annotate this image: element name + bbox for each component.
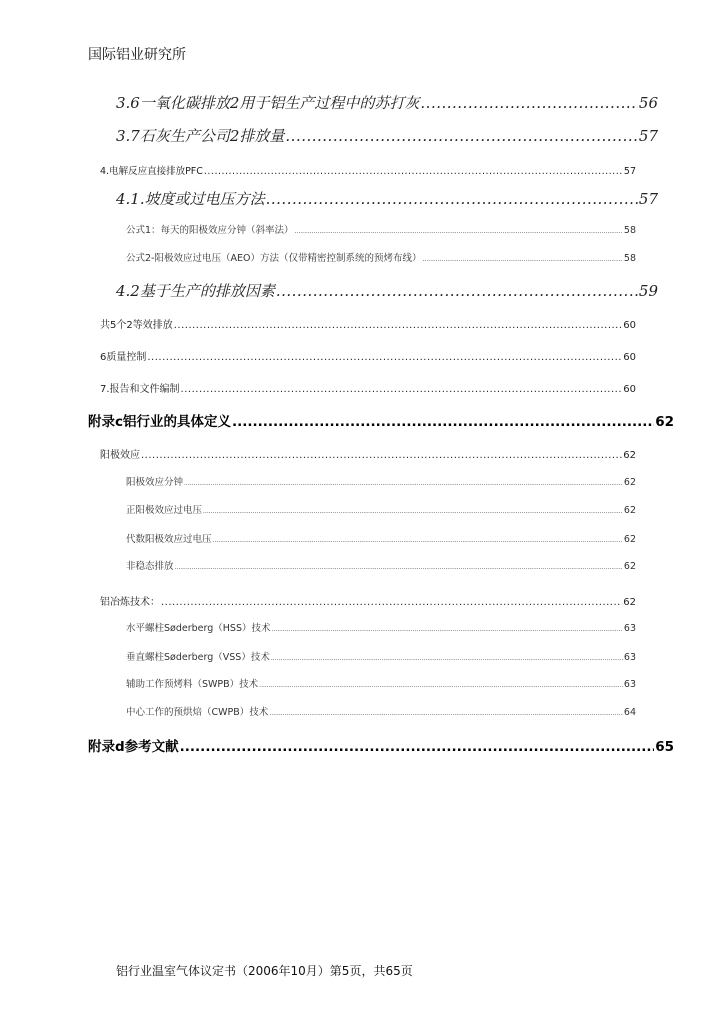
toc-entry[interactable] — [126, 502, 636, 516]
toc-entry-label: 附录c铝行业的具体定义 — [88, 414, 232, 430]
toc-entry-page: 63 — [623, 623, 636, 634]
toc-leader-dots — [422, 253, 622, 264]
toc-entry[interactable] — [126, 676, 636, 690]
toc-leader-dots — [161, 597, 622, 608]
toc-entry-label: 代数阳极效应过电压 — [126, 534, 212, 545]
toc-entry-page: 58 — [623, 253, 636, 264]
toc-leader-dots — [203, 505, 623, 516]
toc-entry-label: 公式1：每天的阳极效应分钟（斜率法） — [126, 225, 294, 236]
toc-leader-dots — [147, 352, 622, 363]
toc-leader-dots — [420, 94, 638, 112]
toc-entry[interactable] — [100, 446, 636, 461]
toc-leader-dots — [174, 320, 623, 331]
toc-entry[interactable] — [126, 531, 636, 545]
toc-entry-page: 60 — [623, 384, 636, 395]
toc-leader-dots — [180, 739, 655, 755]
toc-leader-dots — [269, 707, 623, 718]
toc-entry[interactable] — [88, 735, 674, 755]
toc-entry[interactable] — [100, 163, 636, 177]
toc-entry[interactable] — [88, 410, 674, 430]
toc-entry-page: 60 — [623, 352, 636, 363]
toc-entry-page: 63 — [623, 679, 636, 690]
toc-entry[interactable] — [116, 125, 658, 146]
toc-entry-label: 阳极效应 — [100, 450, 140, 461]
toc-entry-page: 62 — [623, 505, 636, 516]
toc-entry-label: 辅助工作预烤料（SWPB）技术 — [126, 679, 259, 690]
toc-leader-dots — [271, 652, 623, 663]
toc-entry-label: 阳极效应分钟 — [126, 477, 184, 488]
toc-entry-label: 水平螺柱Søderberg（HSS）技术 — [126, 623, 271, 634]
toc-entry-label: 7.报告和文件编制 — [100, 384, 180, 395]
toc-entry[interactable] — [100, 316, 636, 331]
toc-entry-label: 垂直螺柱Søderberg（VSS）技术 — [126, 652, 270, 663]
toc-entry-page: 62 — [623, 597, 636, 608]
toc-entry-label: 4.电解反应直接排放PFC — [100, 166, 203, 177]
toc-entry-label: 4.1.坡度或过电压方法 — [116, 190, 265, 208]
toc-entry-page: 63 — [623, 652, 636, 663]
toc-entry[interactable] — [126, 649, 636, 663]
toc-entry[interactable] — [100, 593, 636, 608]
toc-entry-page: 57 — [623, 166, 636, 177]
toc-leader-dots — [204, 166, 623, 177]
toc-entry[interactable] — [126, 558, 636, 572]
toc-entry-page: 62 — [623, 561, 636, 572]
page-header: 国际铝业研究所 — [88, 47, 186, 63]
toc-entry-label: 3.7石灰生产公司2排放量 — [116, 127, 285, 145]
toc-entry-page: 56 — [638, 94, 658, 112]
toc-leader-dots — [259, 679, 623, 690]
toc-entry-label: 公式2-阳极效应过电压（AEO）方法（仅带精密控制系统的预烤布线） — [126, 253, 422, 264]
toc-leader-dots — [266, 190, 638, 208]
toc-entry-label: 6质量控制 — [100, 352, 147, 363]
toc-leader-dots — [295, 225, 623, 236]
toc-entry-label: 附录d参考文献 — [88, 739, 179, 755]
toc-entry[interactable] — [126, 474, 636, 488]
toc-entry-page: 58 — [623, 225, 636, 236]
toc-entry-page: 62 — [623, 450, 636, 461]
toc-entry-label: 非稳态排放 — [126, 561, 174, 572]
toc-entry[interactable] — [100, 348, 636, 363]
toc-entry[interactable] — [126, 620, 636, 634]
toc-entry-page: 62 — [655, 414, 674, 430]
toc-leader-dots — [276, 282, 638, 300]
page-footer: 铝行业温室气体议定书（2006年10月）第5页，共65页 — [116, 964, 413, 978]
toc-entry-label: 正阳极效应过电压 — [126, 505, 203, 516]
toc-entry-page: 59 — [638, 282, 658, 300]
toc-entry-page: 57 — [638, 190, 658, 208]
toc-leader-dots — [213, 534, 623, 545]
toc-entry-page: 65 — [655, 739, 674, 755]
toc-entry-label: 3.6一氧化碳排放2用于铝生产过程中的苏打灰 — [116, 94, 420, 112]
toc-leader-dots — [232, 414, 654, 430]
toc-entry-label: 4.2基于生产的排放因素 — [116, 282, 275, 300]
toc-leader-dots — [285, 127, 638, 145]
toc-entry[interactable] — [126, 704, 636, 718]
toc-leader-dots — [184, 477, 623, 488]
toc-leader-dots — [175, 561, 623, 572]
toc-entry-page: 57 — [638, 127, 658, 145]
toc-entry-label: 铝冶炼技术： — [100, 597, 160, 608]
toc-entry[interactable] — [116, 280, 658, 301]
toc-entry-page: 62 — [623, 534, 636, 545]
toc-entry-label: 中心工作的预烘焙（CWPB）技术 — [126, 707, 269, 718]
toc-entry[interactable] — [116, 92, 658, 113]
toc-entry[interactable] — [116, 188, 658, 209]
toc-entry-page: 60 — [623, 320, 636, 331]
toc-entry[interactable] — [126, 222, 636, 236]
toc-leader-dots — [181, 384, 623, 395]
toc-entry[interactable] — [100, 380, 636, 395]
toc-entry[interactable] — [126, 250, 636, 264]
toc-leader-dots — [141, 450, 622, 461]
toc-leader-dots — [271, 623, 622, 634]
toc-entry-label: 共5个2等效排放 — [100, 320, 173, 331]
toc-entry-page: 62 — [623, 477, 636, 488]
toc-entry-page: 64 — [623, 707, 636, 718]
